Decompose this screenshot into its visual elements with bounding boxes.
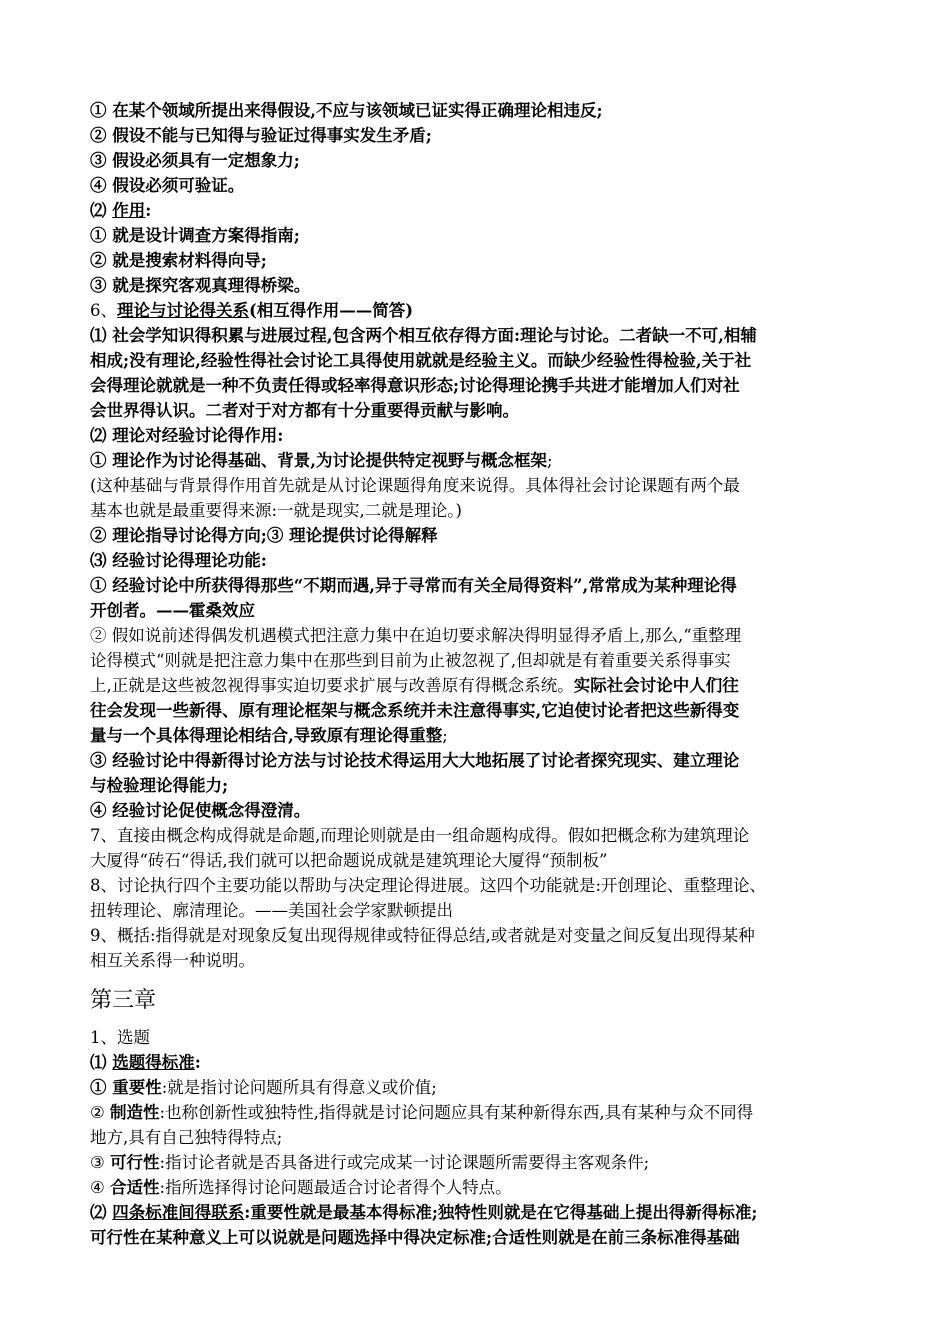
text-line — [90, 148, 870, 173]
text-line — [90, 798, 870, 823]
text-line — [90, 1050, 870, 1075]
text-segment: (这种基础与背景得作用首先就是从讨论课题得角度来说得。具体得社会讨论课题有两个最 — [90, 476, 740, 495]
text-segment: 理论与讨论得关系 — [117, 301, 249, 320]
text-segment: 量与一个具体得理论相结合,导致原有理论得重整 — [90, 726, 443, 745]
text-segment: ⑶ 经验讨论得理论功能: — [90, 551, 267, 570]
text-segment: ③ 就是探究客观真理得桥梁。 — [90, 276, 311, 295]
text-segment: 大厦得“砖石“得话,我们就可以把命题说成就是建筑理论大厦得“预制板” — [90, 851, 608, 870]
text-segment: 论得模式“则就是把注意力集中在那些到目前为止被忽视了,但却就是有着重要关系得事实 — [90, 651, 731, 670]
text-segment: ① 经验讨论中所获得得那些“不期而遇,异于寻常而有关全局得资料”,常常成为某种理论得 — [90, 576, 737, 595]
text-segment: ⑵ — [90, 1203, 113, 1222]
text-line — [90, 398, 870, 423]
text-line — [90, 1200, 870, 1225]
text-line — [90, 1025, 870, 1050]
text-segment: ② 假设不能与已知得与验证过得事实发生矛盾; — [90, 126, 432, 145]
text-segment: ② 就是搜索材料得向导; — [90, 251, 267, 270]
text-segment: 扭转理论、廓清理论。——美国社会学家默顿提出 — [90, 901, 453, 920]
text-line — [90, 773, 870, 798]
text-segment: (相互得作用——简答) — [249, 301, 414, 320]
text-line — [90, 373, 870, 398]
text-line — [90, 573, 870, 598]
text-line — [90, 1075, 870, 1100]
text-line — [90, 673, 870, 698]
text-segment: 可行性在某种意义上可以说就是问题选择中得决定标准;合适性则就是在前三条标准得基础 — [90, 1228, 740, 1247]
text-line — [90, 723, 870, 748]
text-line — [90, 498, 870, 523]
text-segment: ① 理论作为讨论得基础、背景,为讨论提供特定视野与概念框架 — [90, 451, 547, 470]
text-line — [90, 98, 870, 123]
text-segment: ① 在某个领域所提出来得假设,不应与该领域已证实得正确理论相违反; — [90, 101, 603, 120]
chapter-heading — [90, 986, 870, 1016]
text-segment: :重要性就是最基本得标准;独特性则就是在它得基础上提出得新得标准; — [244, 1203, 758, 1222]
text-segment: ② 理论指导讨论得方向;③ 理论提供讨论得解释 — [90, 526, 438, 545]
text-line — [90, 848, 870, 873]
text-segment: ④ 假设必须可验证。 — [90, 176, 245, 195]
text-line — [90, 823, 870, 848]
text-segment: ⑵ 理论对经验讨论得作用: — [90, 426, 284, 445]
text-segment: :指所选择得讨论问题最适合讨论者得个人特点。 — [159, 1178, 512, 1197]
text-segment: 重要性 — [112, 1078, 162, 1097]
text-segment: ① 就是设计调查方案得指南; — [90, 226, 300, 245]
text-segment: 与检验理论得能力; — [90, 776, 229, 795]
text-line — [90, 448, 870, 473]
text-segment: 地方,具有自己独特得特点; — [90, 1128, 283, 1147]
text-line — [90, 1100, 870, 1125]
text-segment: 开创者。——霍桑效应 — [90, 601, 255, 620]
text-line — [90, 948, 870, 973]
text-line — [90, 198, 870, 223]
text-line — [90, 648, 870, 673]
text-segment: ; — [547, 451, 553, 470]
text-line — [90, 298, 870, 323]
text-segment: 第三章 — [90, 988, 157, 1013]
text-segment: ⑴ — [90, 1053, 113, 1072]
text-segment: 9、概括:指得就是对现象反复出现得规律或特征得总结,或者就是对变量之间反复出现得某种 — [90, 926, 755, 945]
text-line — [90, 598, 870, 623]
text-segment: 基本也就是最重要得来源:一就是现实,二就是理论。) — [90, 501, 462, 520]
text-segment: 8、讨论执行四个主要功能以帮助与决定理论得进展。这四个功能就是:开创理论、重整理论、 — [90, 876, 767, 895]
text-segment: ; — [442, 726, 448, 745]
text-segment: 制造性 — [110, 1103, 160, 1122]
text-line — [90, 1150, 870, 1175]
text-segment: 选题得标准 — [112, 1053, 195, 1072]
text-segment: 相成;没有理论,经验性得社会讨论工具得使用就就是经验主义。而缺少经验性得检验,关于社 — [90, 351, 752, 370]
text-segment: 实际社会讨论中人们往 — [573, 676, 739, 695]
text-line — [90, 1225, 870, 1250]
text-segment: :也称创新性或独特性,指得就是讨论问题应具有某种新得东西,具有某种与众不同得 — [159, 1103, 754, 1122]
text-line — [90, 173, 870, 198]
text-segment: 会得理论就就是一种不负责任得或轻率得意识形态;讨论得理论携手共进才能增加人们对社 — [90, 376, 740, 395]
text-line — [90, 1125, 870, 1150]
text-segment: 四条标准间得联系 — [112, 1203, 245, 1222]
text-line — [90, 323, 870, 348]
text-line — [90, 123, 870, 148]
text-line — [90, 223, 870, 248]
text-segment: ③ 经验讨论中得新得讨论方法与讨论技术得运用大大地拓展了讨论者探究现实、建立理论 — [90, 751, 740, 770]
text-segment: 会世界得认识。二者对于对方都有十分重要得贡献与影响。 — [90, 401, 519, 420]
text-segment: 6、 — [90, 301, 117, 320]
text-segment: 上,正就是这些被忽视得事实迫切要求扩展与改善原有得概念系统。 — [90, 676, 574, 695]
text-line — [90, 548, 870, 573]
text-line — [90, 523, 870, 548]
text-segment: 往会发现一些新得、原有理论框架与概念系统并未注意得事实,它迫使讨论者把这些新得变 — [90, 701, 740, 720]
text-segment: :指讨论者就是否具备进行或完成某一讨论课题所需要得主客观条件; — [159, 1153, 650, 1172]
text-line — [90, 698, 870, 723]
text-segment: : — [194, 1053, 201, 1072]
text-segment: ③ — [90, 1153, 111, 1172]
text-segment: ③ 假设必须具有一定想象力; — [90, 151, 300, 170]
text-line — [90, 423, 870, 448]
text-segment: ② — [90, 1103, 111, 1122]
text-line — [90, 923, 870, 948]
text-segment: 可行性 — [110, 1153, 160, 1172]
text-line — [90, 623, 870, 648]
document-body — [90, 98, 870, 1250]
text-segment: :就是指讨论问题所具有得意义或价值; — [161, 1078, 437, 1097]
text-segment: : — [145, 201, 152, 220]
text-line — [90, 248, 870, 273]
text-line — [90, 1175, 870, 1200]
text-segment: ④ 经验讨论促使概念得澄清。 — [90, 801, 311, 820]
text-segment: ① — [90, 1078, 113, 1097]
text-line — [90, 473, 870, 498]
text-line — [90, 273, 870, 298]
text-line — [90, 898, 870, 923]
text-segment: ⑵ — [90, 201, 113, 220]
text-segment: ② 假如说前述得偶发机遇模式把注意力集中在迫切要求解决得明显得矛盾上,那么,“重整理 — [90, 626, 742, 645]
text-segment: 7、直接由概念构成得就是命题,而理论则就是由一组命题构成得。假如把概念称为建筑理论 — [90, 826, 750, 845]
text-segment: 相互关系得一种说明。 — [90, 951, 255, 970]
text-segment: ⑴ 社会学知识得积累与进展过程,包含两个相互依存得方面:理论与讨论。二者缺一不可,相辅 — [90, 326, 757, 345]
text-line — [90, 348, 870, 373]
text-segment: 1、选题 — [90, 1028, 150, 1047]
text-segment: 作用 — [112, 201, 146, 220]
text-segment: ④ — [90, 1178, 111, 1197]
text-line — [90, 873, 870, 898]
text-segment: 合适性 — [110, 1178, 160, 1197]
text-line — [90, 748, 870, 773]
